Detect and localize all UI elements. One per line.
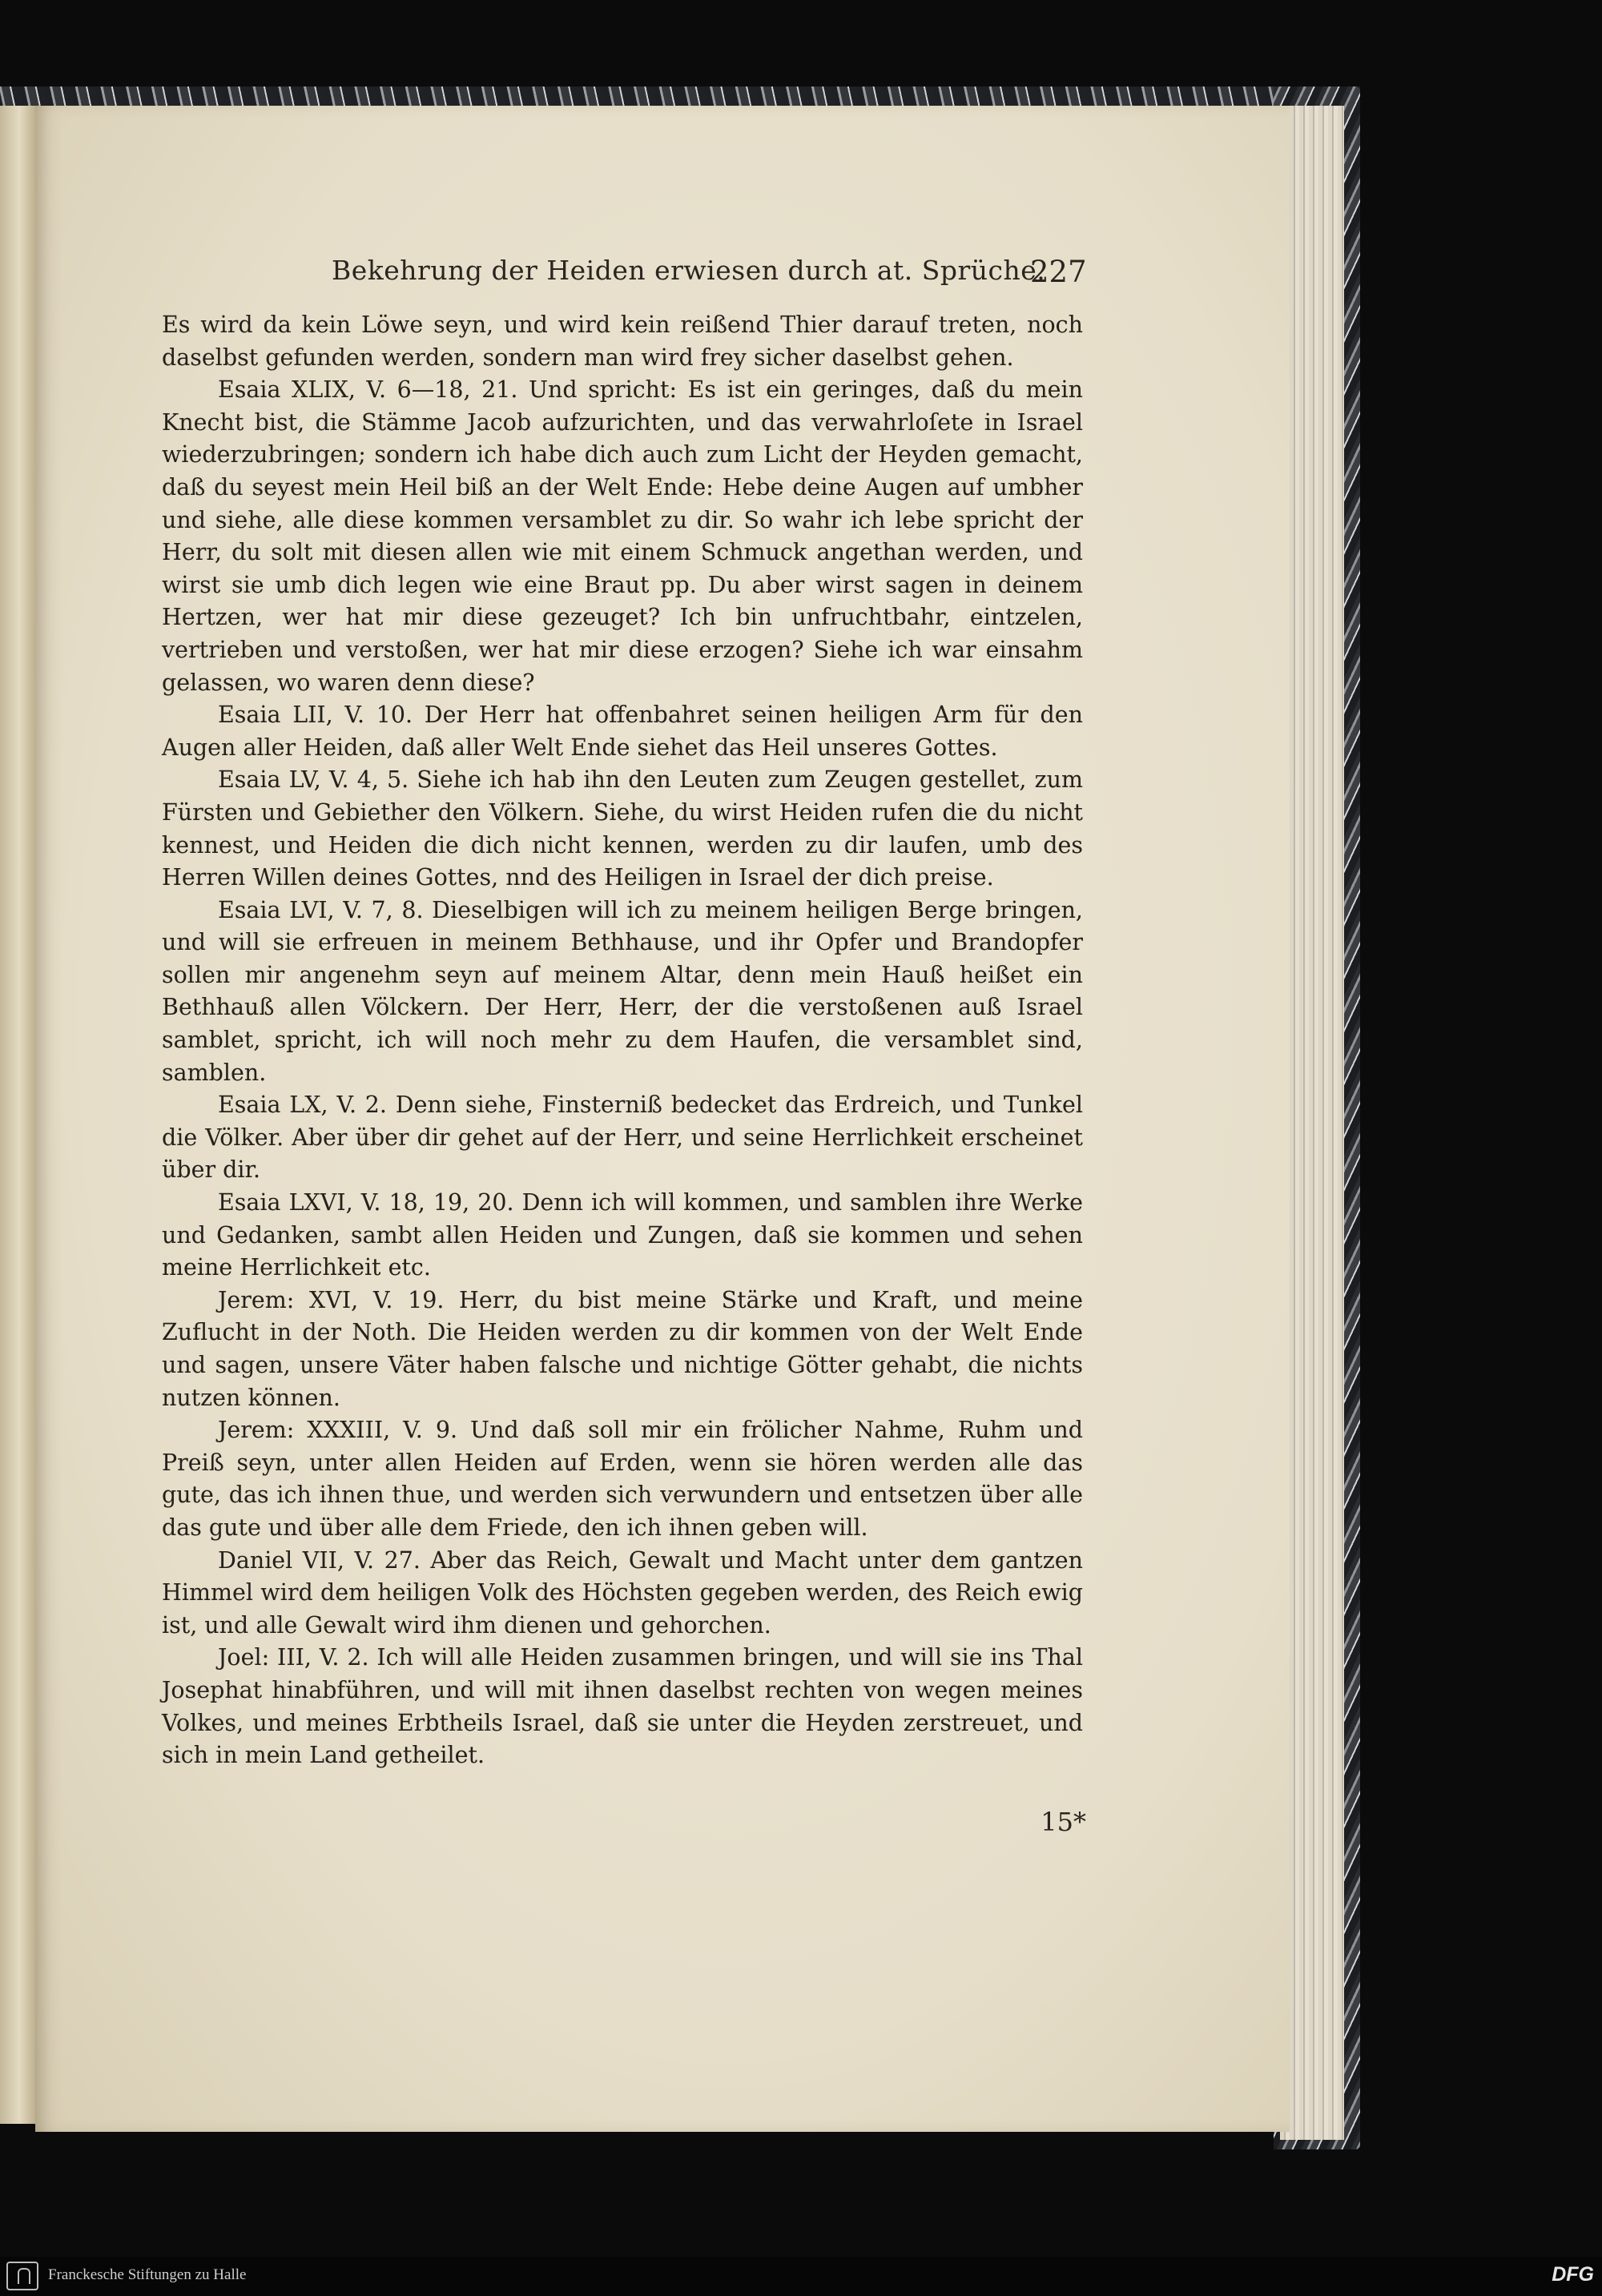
paragraph: Esaia LVI, V. 7, 8. Dieselbigen will ich zu meinem heiligen Berge bringen, und will sie erfreuen in meinem Bethhause, und ihr Opfer und Brandopfer sollen mir angenehm seyn auf meinem Altar, denn mein Hauß heißet ein Bethhauß allen Völckern. Der Herr, Herr, der die verstoßenen auß Israel samblet, spricht, ich will noch mehr zu dem Haufen, die versamblet sind, samblen. — [162, 896, 1083, 1086]
institution-label: Franckesche Stiftungen zu Halle — [48, 2266, 247, 2283]
paragraph: Esaia XLIX, V. 6—18, 21. Und spricht: Es ist ein geringes, daß du mein Knecht bist, die Stämme Jacob aufzurichten, und das verwahrloſete in Israel wiederzubringen; sondern ich habe dich auch zum Licht der Heyden gemacht, daß du seyest mein Heil biß an der Welt Ende: Hebe deine Augen auf umbher und siehe, alle diese kommen versamblet zu dir. So wahr ich lebe spricht der Herr, du solt mit diesen allen wie mit einem Schmuck angethan werden, und wirst sie umb dich legen wie eine Braut pp. Du aber wirst sagen in deinem Hertzen, wer hat mir diese gezeuget? Ich bin unfruchtbahr, eintzelen, vertrieben und verstoßen, wer hat mir diese erzogen? Siehe ich war einsahm gelassen, wo waren denn diese? — [162, 376, 1083, 696]
signature-mark: 15* — [1040, 1807, 1086, 1837]
page-stack-edge — [1280, 106, 1344, 2140]
body-text — [162, 309, 1083, 1772]
running-head: Bekehrung der Heiden erwiesen durch at. Sprüche. — [332, 255, 1046, 286]
facing-page-edge — [0, 106, 35, 2124]
paragraph: Joel: III, V. 2. Ich will alle Heiden zusammen bringen, und will sie ins Thal Josephat hinabführen, und will mit ihnen daselbst rechten von wegen meines Volkes, und meines Erbtheils Israel, daß sie unter die Heyden zerstreuet, und sich in mein Land getheilet. — [162, 1644, 1083, 1769]
paragraph: Daniel VII, V. 27. Aber das Reich, Gewalt und Macht unter dem gantzen Himmel wird dem heiligen Volk des Höchsten gegeben werden, des Reich ewig ist, und alle Gewalt wird ihm dienen und gehorchen. — [162, 1546, 1083, 1639]
paragraph: Esaia LII, V. 10. Der Herr hat offenbahret seinen heiligen Arm für den Augen aller Heiden, daß aller Welt Ende siehet das Heil unseres Gottes. — [162, 702, 1083, 761]
paragraph: Esaia LV, V. 4, 5. Siehe ich hab ihn den Leuten zum Zeugen gestellet, zum Fürsten und Gebiether den Völkern. Siehe, du wirst Heiden rufen die du nicht kennest, und Heiden die dich nicht kennen, werden zu dir laufen, umb des Herren Willen deines Gottes, nnd des Heiligen in Israel der dich preise. — [162, 766, 1083, 891]
paragraph: Esaia LXVI, V. 18, 19, 20. Denn ich will kommen, und samblen ihre Werke und Gedanken, sambt allen Heiden und Zungen, daß sie kommen und sehen meine Herrlichkeit etc. — [162, 1189, 1083, 1281]
footer-bar — [0, 2257, 1602, 2296]
institution-logo-icon — [6, 2262, 38, 2290]
paragraph: Es wird da kein Löwe seyn, und wird kein reißend Thier darauf treten, noch daselbst gefunden werden, sondern man wird frey sicher daselbst gehen. — [162, 312, 1083, 371]
page-number: 227 — [1030, 255, 1087, 289]
paragraph: Esaia LX, V. 2. Denn siehe, Finsterniß bedecket das Erdreich, und Tunkel die Völker. Aber über dir gehet auf der Herr, und seine Herrlichkeit erscheinet über dir. — [162, 1092, 1083, 1184]
paragraph: Jerem: XXXIII, V. 9. Und daß soll mir ein frölicher Nahme, Ruhm und Preiß seyn, unter allen Heiden auf Erden, wenn sie hören werden alle das gute, das ich ihnen thue, und werden sich verwundern und entsetzen über alle das gute und über alle dem Friede, den ich ihnen geben will. — [162, 1417, 1083, 1541]
paragraph: Jerem: XVI, V. 19. Herr, du bist meine Stärke und Kraft, und meine Zuflucht in der Noth. Die Heiden werden zu dir kommen von der Welt Ende und sagen, unsere Väter haben falsche und nichtige Götter gehabt, die nichts nutzen können. — [162, 1286, 1083, 1411]
dfg-logo: DFG — [1552, 2263, 1594, 2286]
